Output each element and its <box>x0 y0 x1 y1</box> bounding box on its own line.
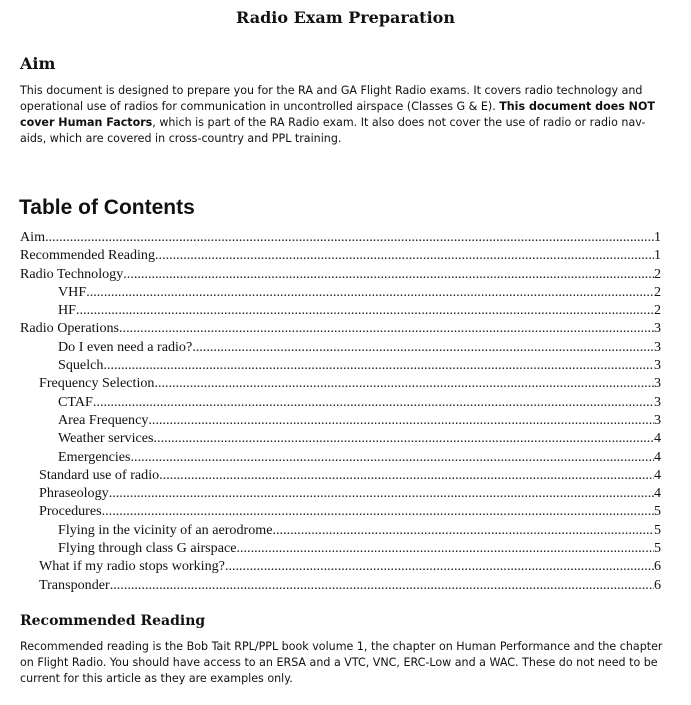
toc-entry-page: 4 <box>653 448 661 465</box>
toc-entry-page: 4 <box>653 430 661 447</box>
toc-entry-label: Phraseology <box>39 485 109 502</box>
toc-entry-page: 3 <box>653 320 661 337</box>
toc-entry-page: 3 <box>653 357 661 374</box>
toc-entry-page: 3 <box>653 411 661 428</box>
toc-leader-dots <box>102 502 654 520</box>
toc-entry[interactable] <box>20 283 661 301</box>
toc-entry-label: Standard use of radio <box>39 466 160 483</box>
toc-entry-label: Aim <box>20 229 46 245</box>
toc-entry[interactable] <box>20 502 661 520</box>
toc-entry-label: Squelch <box>58 357 104 374</box>
toc-leader-dots <box>110 576 654 594</box>
toc-entry-label: Weather services <box>58 430 154 447</box>
toc-entry[interactable] <box>20 356 661 374</box>
toc-entry-page: 2 <box>653 283 661 300</box>
toc-entry[interactable] <box>20 466 661 484</box>
toc-leader-dots <box>236 539 653 557</box>
toc-leader-dots <box>159 466 654 484</box>
toc-entry-page: 5 <box>653 521 661 538</box>
toc-entry[interactable] <box>20 265 661 283</box>
toc-leader-dots <box>86 283 654 301</box>
toc-leader-dots <box>119 319 654 337</box>
toc-entry-page: 5 <box>653 540 661 557</box>
toc-entry-label: HF <box>58 302 77 319</box>
toc-entry-page: 5 <box>653 503 661 520</box>
toc-entry[interactable] <box>20 557 661 575</box>
toc-leader-dots <box>148 411 654 429</box>
toc-leader-dots <box>109 484 654 502</box>
toc-entry-label: Flying in the vicinity of an aerodrome <box>58 521 273 538</box>
toc-entry-label: VHF <box>58 283 87 300</box>
toc-entry[interactable] <box>20 319 661 337</box>
toc-entry-page: 1 <box>653 229 661 245</box>
aim-paragraph <box>20 83 666 147</box>
toc-entry[interactable] <box>20 301 661 319</box>
toc-entry-label: Flying through class G airspace <box>58 540 237 557</box>
toc-entry-label: Radio Operations <box>20 320 120 337</box>
aim-text-bold: This document does NOT cover Human Factors <box>20 100 655 129</box>
toc-entry[interactable] <box>20 429 661 447</box>
toc-entry[interactable] <box>20 228 661 246</box>
toc-leader-dots <box>93 393 654 411</box>
toc-entry-page: 4 <box>653 485 661 502</box>
toc-entry-label: Transponder <box>39 576 110 593</box>
aim-heading: Aim <box>20 54 56 73</box>
document-title: Radio Exam Preparation <box>236 8 455 27</box>
toc-entry[interactable] <box>20 374 661 392</box>
toc-leader-dots <box>123 265 654 283</box>
toc-entry-page: 2 <box>653 265 661 282</box>
aim-text-part-2: , which is part of the RA Radio exam. It also does not cover the use of radio or radio nav-aids, which are covered in cross-country and PPL training. <box>20 116 646 145</box>
toc-entry-page: 4 <box>653 466 661 483</box>
toc-entry-page: 3 <box>653 338 661 355</box>
toc-leader-dots <box>76 301 654 319</box>
toc-entry[interactable] <box>20 521 661 539</box>
toc-leader-dots <box>154 429 654 447</box>
toc-entry-label: Procedures <box>39 503 102 520</box>
recommended-reading-heading: Recommended Reading <box>20 613 206 629</box>
toc-entry-page: 6 <box>653 576 661 593</box>
toc-entry-label: CTAF <box>58 393 93 410</box>
table-of-contents <box>20 228 661 594</box>
toc-entry[interactable] <box>20 393 661 411</box>
toc-leader-dots <box>225 557 654 575</box>
toc-entry-label: Recommended Reading <box>20 247 156 264</box>
toc-entry-label: Radio Technology <box>20 265 124 282</box>
toc-entry-page: 1 <box>653 247 661 264</box>
toc-entry[interactable] <box>20 539 661 557</box>
aim-text-part-1: This document is designed to prepare you for the RA and GA Flight Radio exams. It covers radio technology and operational use of radios for communication in uncontrolled airspace (Classes G & E). <box>20 84 643 113</box>
toc-entry-label: Area Frequency <box>58 411 149 428</box>
toc-entry[interactable] <box>20 338 661 356</box>
toc-entry[interactable] <box>20 576 661 594</box>
toc-heading: Table of Contents <box>19 196 195 219</box>
toc-entry[interactable] <box>20 411 661 429</box>
toc-entry-page: 6 <box>653 558 661 575</box>
toc-entry-label: Do I even need a radio? <box>58 338 193 355</box>
toc-leader-dots <box>103 356 654 374</box>
toc-leader-dots <box>131 448 654 466</box>
recommended-reading-paragraph: Recommended reading is the Bob Tait RPL/PPL book volume 1, the chapter on Human Performance and the chapter on Flight Radio. You should have access to an ERSA and a VTC, VNC, ERC-Low and a WAC. These do not need to be current for this article as they are examples only. <box>20 640 663 685</box>
toc-entry-page: 3 <box>653 393 661 410</box>
toc-leader-dots <box>155 246 654 264</box>
toc-entry-page: 2 <box>653 302 661 319</box>
toc-entry-page: 3 <box>653 375 661 392</box>
toc-entry-label: Frequency Selection <box>39 375 155 392</box>
toc-leader-dots <box>45 228 654 246</box>
toc-entry-label: What if my radio stops working? <box>39 558 225 575</box>
toc-leader-dots <box>154 374 653 392</box>
toc-entry-label: Emergencies <box>58 448 131 465</box>
toc-entry[interactable] <box>20 484 661 502</box>
toc-entry[interactable] <box>20 246 661 264</box>
toc-leader-dots <box>192 338 654 356</box>
toc-entry[interactable] <box>20 448 661 466</box>
toc-leader-dots <box>273 521 654 539</box>
